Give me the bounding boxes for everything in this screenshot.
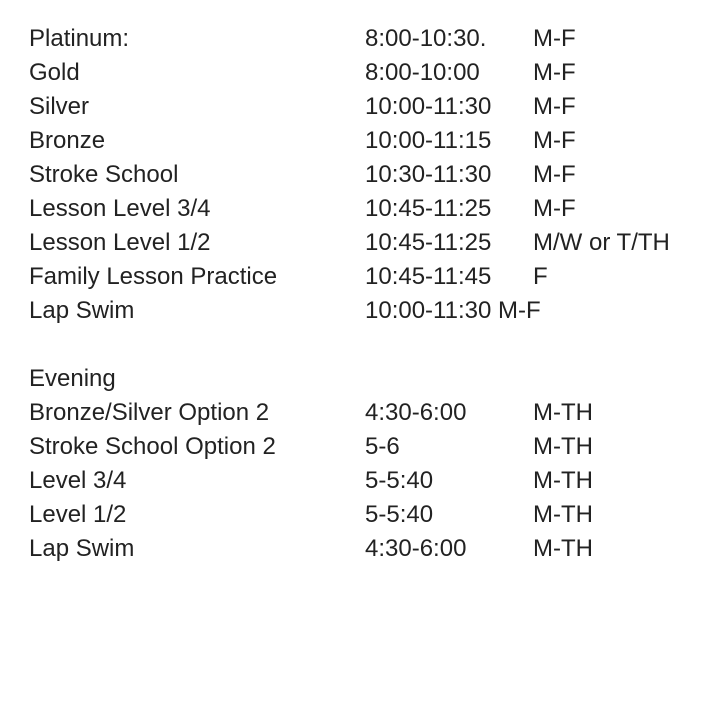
program-days: M-F (533, 161, 576, 188)
program-time: 8:00-10:00 (365, 59, 480, 86)
schedule (29, 22, 709, 566)
schedule-row (29, 498, 709, 532)
program-days: M/W or T/TH (533, 229, 670, 256)
schedule-row (29, 56, 709, 90)
program-time: 5-5:40 (365, 501, 434, 528)
program-days: M-F (533, 59, 576, 86)
program-time: 10:45-11:25 (365, 195, 492, 222)
schedule-row (29, 464, 709, 498)
program-name: Silver (29, 93, 90, 120)
program-time: 4:30-6:00 (365, 535, 467, 562)
program-days: M-TH (533, 535, 593, 562)
program-name: Family Lesson Practice (29, 263, 278, 290)
program-name: Level 1/2 (29, 501, 127, 528)
blank-line (29, 328, 709, 362)
program-name: Platinum: (29, 25, 130, 52)
schedule-row (29, 396, 709, 430)
section-heading-row (29, 362, 709, 396)
program-name: Gold (29, 59, 80, 86)
schedule-row (29, 90, 709, 124)
program-name: Lap Swim (29, 297, 135, 324)
program-time: 10:00-11:30 (365, 93, 492, 120)
program-time: 10:00-11:30 M-F (365, 297, 541, 324)
program-time: 10:30-11:30 (365, 161, 492, 188)
program-days: M-TH (533, 501, 593, 528)
schedule-row (29, 158, 709, 192)
schedule-row (29, 532, 709, 566)
program-name: Lesson Level 1/2 (29, 229, 211, 256)
program-time: 4:30-6:00 (365, 399, 467, 426)
program-time: 10:00-11:15 (365, 127, 492, 154)
program-name: Level 3/4 (29, 467, 127, 494)
program-days: M-F (533, 127, 576, 154)
schedule-row (29, 22, 709, 56)
schedule-row (29, 192, 709, 226)
program-name: Stroke School Option 2 (29, 433, 276, 460)
program-days: F (533, 263, 548, 290)
evening-heading: Evening (29, 365, 116, 392)
schedule-row (29, 430, 709, 464)
program-name: Stroke School (29, 161, 179, 188)
program-days: M-TH (533, 399, 593, 426)
program-time: 5-6 (365, 433, 400, 460)
program-time: 8:00-10:30. (365, 25, 487, 52)
program-days: M-F (533, 93, 576, 120)
schedule-row (29, 124, 709, 158)
schedule-row (29, 294, 709, 328)
program-days: M-F (533, 25, 576, 52)
program-time: 10:45-11:25 (365, 229, 492, 256)
schedule-row (29, 260, 709, 294)
program-days: M-TH (533, 467, 593, 494)
program-name: Lesson Level 3/4 (29, 195, 211, 222)
program-days: M-F (533, 195, 576, 222)
program-days: M-TH (533, 433, 593, 460)
program-name: Bronze (29, 127, 106, 154)
program-time: 5-5:40 (365, 467, 434, 494)
program-time: 10:45-11:45 (365, 263, 492, 290)
program-name: Bronze/Silver Option 2 (29, 399, 270, 426)
program-name: Lap Swim (29, 535, 135, 562)
schedule-row (29, 226, 709, 260)
